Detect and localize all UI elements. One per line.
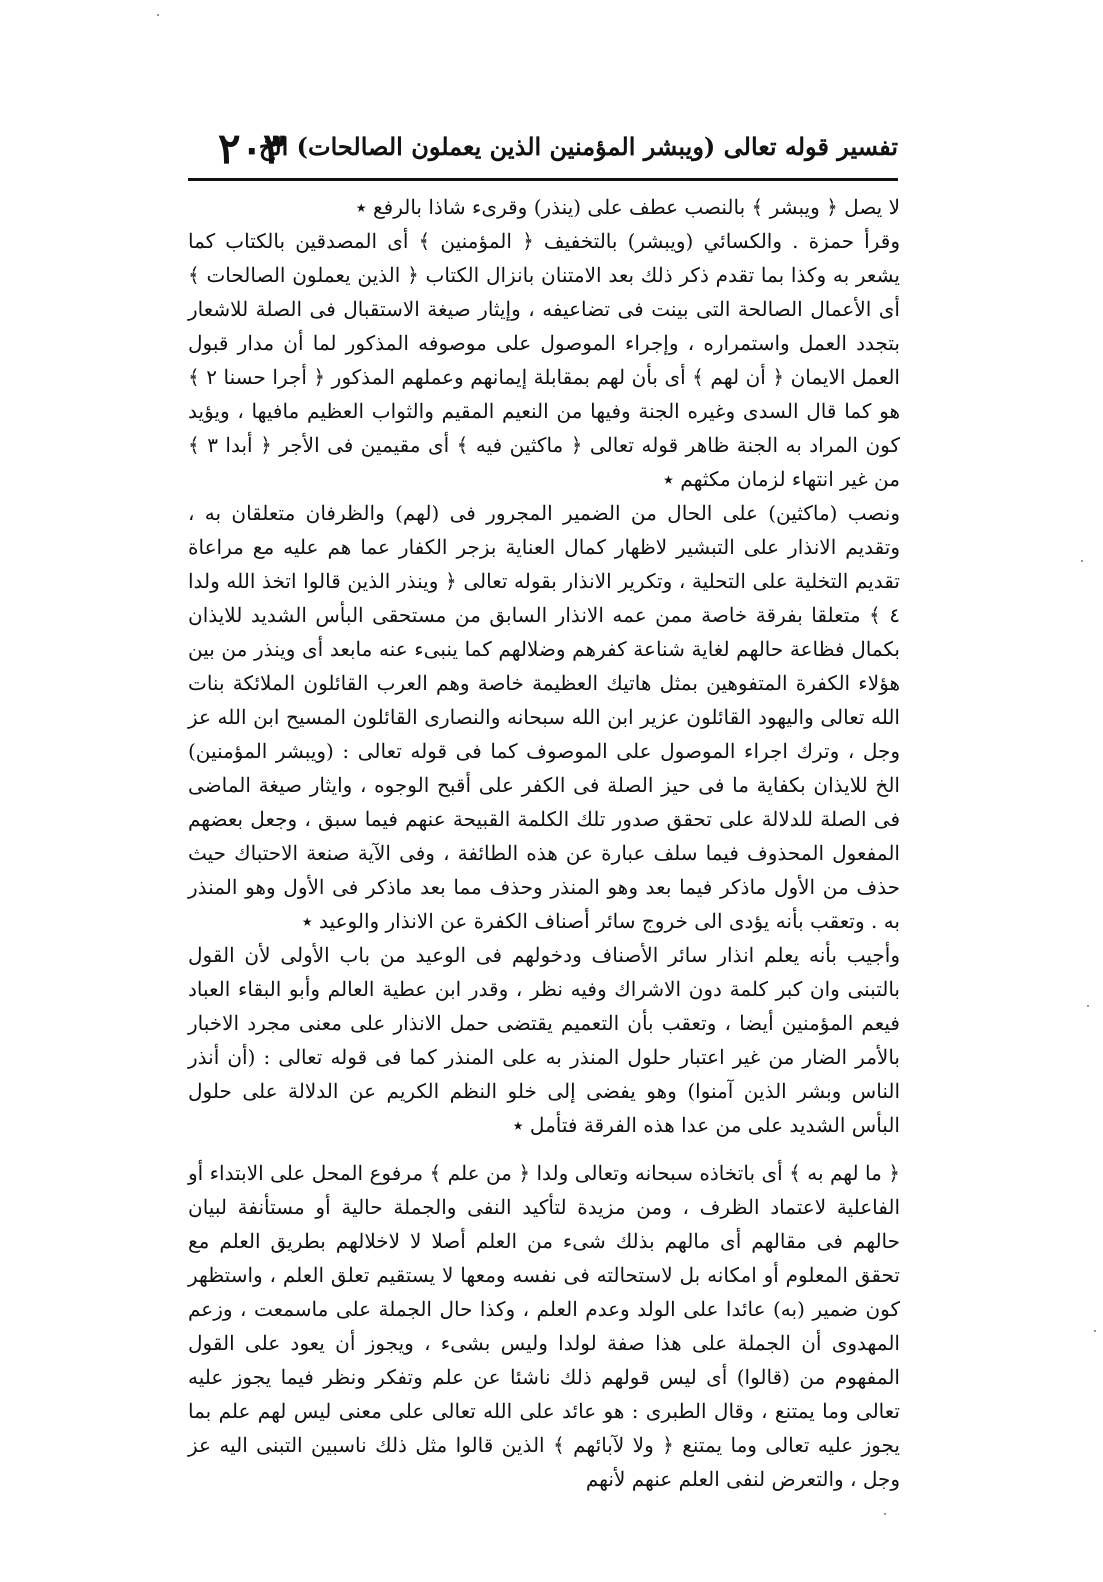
running-title: تفسير قوله تعالى (ويبشر المؤمنين الذين يعملون الصالحات) الخ <box>258 132 898 161</box>
scan-dot <box>1087 1005 1089 1007</box>
paragraph: وأجيب بأنه يعلم انذار سائر الأصناف ودخولهم فى الوعيد من باب الأولى لأن القول بالتبنى وان كبر كلمة دون الاشراك وفيه نظر ، وقدر ابن عطية العالم وأبو البقاء العباد فيعم المؤمنين أيضا ، وتعقب بأن التعميم يقتضى حمل الانذار على معنى مجرد الاخبار بالأمر الضار من غير اعتبار حلول المنذر به على المنذر كما فى قوله تعالى : (أن أنذر الناس وبشر الذين آمنوا) وهو يفضى إلى خلو النظم الكريم عن الدلالة على حلول البأس الشديد على من عدا هذه الفرقة فتأمل ٭ <box>188 943 901 1137</box>
paragraph: لا يصل ﴿ ويبشر ﴾ بالنصب عطف على (ينذر) وقرىء شاذا بالرفع ٭ <box>355 195 900 219</box>
paragraph: ﴿ ما لهم به ﴾ أى باتخاذه سبحانه وتعالى ولدا ﴿ من علم ﴾ مرفوع المحل على الابتداء أو الفاعلية لاعتماد الظرف ، ومن مزيدة لتأكيد النفى والجملة حالية أو مستأنفة لبيان حالهم فى مقالهم أى مالهم بذلك شىء من العلم أصلا لا لاخلالهم بطريق العلم مع تحقق المعلوم أو امكانه بل لاستحالته فى نفسه ومعها لا يستقيم تعلق العلم ، واستظهر كون ضمير (به) عائدا على الولد وعدم العلم ، وكذا حال الجملة على ماسمعت ، وزعم المهدوى أن الجملة على هذا صفة لولدا وليس بشىء ، ويجوز أن يعود على القول المفهوم من (قالوا) أى ليس قولهم ذلك ناشئا عن علم وتفكر ونظر فيما يجوز عليه تعالى وما يمتنع ، وقال الطبرى : هو عائد على الله تعالى على معنى ليس لهم علم بما يجوز عليه تعالى وما يمتنع ﴿ ولا لآبائهم ﴾ الذين قالوا مثل ذلك ناسبين التبنى اليه عز وجل ، والتعرض لنفى العلم عنهم لأنهم <box>188 1161 900 1491</box>
page-number: ٢٠٣ <box>218 124 286 173</box>
header-rule <box>188 178 898 181</box>
scan-dot <box>1094 1330 1096 1332</box>
scan-dot <box>1081 560 1083 562</box>
scan-dot <box>884 1513 886 1515</box>
page-header <box>188 124 898 176</box>
paragraph: ونصب (ماكثين) على الحال من الضمير المجرور فى (لهم) والظرفان متعلقان به ، وتقديم الانذار على التبشير لاظهار كمال العناية بزجر الكفار عما هم عليه مع مراعاة تقديم التخلية على التحلية ، وتكرير الانذار بقوله تعالى ﴿ وينذر الذين قالوا اتخذ الله ولدا ٤ ﴾ متعلقا بفرقة خاصة ممن عمه الانذار السابق من مستحقى البأس الشديد للايذان بكمال فظاعة حالهم لغاية شناعة كفرهم وضلالهم كما ينبىء عنه مابعد أى وينذر من بين هؤلاء الكفرة المتفوهين بمثل هاتيك العظيمة خاصة وهم العرب القائلون الملائكة بنات الله تعالى واليهود القائلون عزير ابن الله سبحانه والنصارى القائلون المسيح ابن الله عز وجل ، وترك اجراء الموصول على الموصوف كما فى قوله تعالى : (ويبشر المؤمنين) الخ للايذان بكفاية ما فى حيز الصلة فى الكفر على أقبح الوجوه ، وايثار صيغة الماضى فى الصلة للدلالة على تحقق صدور تلك الكلمة القبيحة عنهم فيما سبق ، وجعل بعضهم المفعول المحذوف فيما سلف عبارة عن هذه الطائفة ، وفى الآية صنعة الاحتباك حيث حذف من الأول ماذكر فيما بعد وهو المنذر وحذف مما بعد ماذكر فى الأول وهو المنذر به . وتعقب بأنه يؤدى الى خروج سائر أصناف الكفرة عن الانذار والوعيد ٭ <box>188 501 901 933</box>
paragraph: وقرأ حمزة . والكسائي (ويبشر) بالتخفيف ﴿ المؤمنين ﴾ أى المصدقين بالكتاب كما يشعر به وكذا بما تقدم ذكر ذلك بعد الامتنان بانزال الكتاب ﴿ الذين يعملون الصالحات ﴾ أى الأعمال الصالحة التى بينت فى تضاعيفه ، وإيثار صيغة الاستقبال فى الصلة للاشعار بتجدد العمل واستمراره ، وإجراء الموصول على موصوفه المذكور لما أن مدار قبول العمل الايمان ﴿ أن لهم ﴾ أى بأن لهم بمقابلة إيمانهم وعملهم المذكور ﴿ أجرا حسنا ٢ ﴾ هو كما قال السدى وغيره الجنة وفيها من النعيم المقيم والثواب العظيم مافيها ، ويؤيد كون المراد به الجنة ظاهر قوله تعالى ﴿ ماكثين فيه ﴾ أى مقيمين فى الأجر ﴿ أبدا ٣ ﴾ من غير انتهاء لزمان مكثهم ٭ <box>188 229 901 491</box>
page-body <box>188 190 900 1496</box>
scan-dot <box>157 14 159 16</box>
